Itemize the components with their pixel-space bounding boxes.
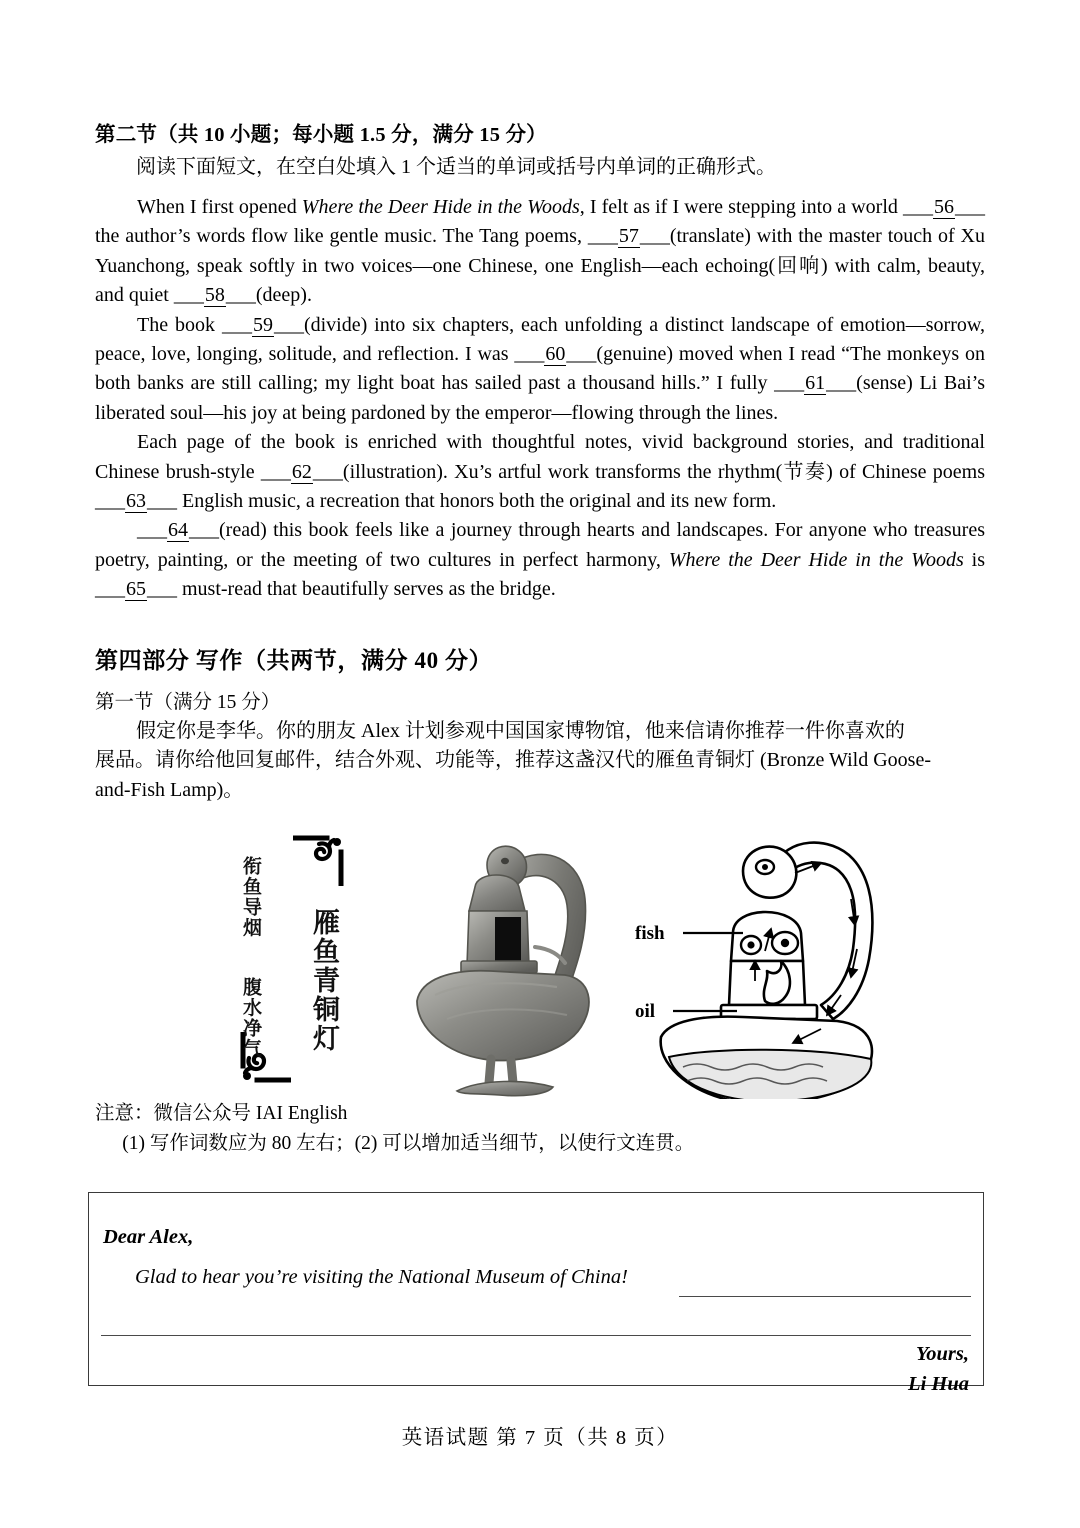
- blank-number: 56: [934, 196, 954, 219]
- blank-number: 57: [618, 225, 639, 248]
- calligraphy-plate: [240, 834, 339, 1084]
- cloze-text: the author’s words flow like gentle music. The Tang poems,: [95, 225, 588, 248]
- book-title: Where the Deer Hide in the Woods: [301, 196, 580, 219]
- lamp-figure-group: [95, 829, 985, 1099]
- plate-subtitle-vertical: [241, 856, 260, 1066]
- cloze-text: must-read that beautifully serves as the bridge.: [177, 578, 556, 601]
- writing-prompt-line-2: 展品。请你给他回复邮件，结合外观、功能等，推荐这盏汉代的雁鱼青铜灯 (Bronze Wild Goose-: [95, 749, 932, 772]
- part-4-heading: 第四部分 写作（共两节，满分 40 分）: [95, 647, 493, 673]
- letter-signature: Li Hua: [908, 1373, 969, 1395]
- letter-opening-sentence: Glad to hear you’re visiting the National Museum of China!: [135, 1266, 628, 1288]
- answer-box-inner: [89, 1193, 983, 1395]
- page-footer: 英语试题 第 7 页（共 8 页）: [401, 1427, 679, 1449]
- plate-title-vertical: 雁鱼青铜灯: [309, 908, 339, 1054]
- spacer: [95, 677, 985, 688]
- cloze-text: (divide) into six chapters, each unfolding a distinct landscape of emotion—sorrow, peace, love, longing, solitude, and reflection. I was: [95, 313, 985, 366]
- blank-number: 64: [168, 519, 188, 542]
- blank-number: 60: [545, 343, 566, 366]
- cloze-text: is: [963, 548, 985, 571]
- notes-line-1: 注意：微信公众号 IAI English: [95, 1103, 348, 1125]
- blank-65: ___65___: [95, 578, 177, 601]
- cloze-text: When I first opened: [137, 196, 302, 219]
- blank-number: 62: [291, 460, 312, 483]
- cloze-paragraph-1: [95, 193, 985, 311]
- blank-59: ___59___: [221, 313, 304, 336]
- cloze-text: (deep).: [255, 284, 312, 307]
- blank-number: 65: [126, 578, 146, 601]
- diagram-label-oil: oil: [635, 1001, 656, 1023]
- plate-subtitle-line-1: 衔鱼导烟: [240, 856, 261, 939]
- page-content: [95, 122, 985, 1160]
- blank-number: 63: [126, 489, 146, 512]
- blank-number: 58: [204, 284, 225, 307]
- blank-number: 61: [805, 372, 826, 395]
- diagram-label-fish: fish: [635, 923, 665, 945]
- blank-63: ___63___: [95, 489, 177, 512]
- blank-62: ___62___: [260, 460, 343, 483]
- plate-subtitle-line-2: 腹水净气: [240, 976, 261, 1059]
- writing-prompt-line-3: and-Fish Lamp)。: [95, 778, 244, 801]
- cloze-text: (sense) Li Bai’s liberated soul—his joy at being pardoned by the emperor—flowing through the lines.: [95, 372, 985, 424]
- section-2-heading: 第二节（共 10 小题；每小题 1.5 分，满分 15 分）: [95, 124, 547, 146]
- writing-prompt-line-1: 假定你是李华。你的朋友 Alex 计划参观中国国家博物馆，他来信请你推荐一件你喜欢的: [136, 719, 905, 742]
- lamp-schematic-diagram: [625, 829, 985, 1099]
- cloze-text: (translate) with the master touch of Xu Yuanchong, speak softly in two voices—one Chinese, one English—each echoing(回响) with calm, beauty, and quiet: [95, 225, 986, 307]
- cloze-text: English music, a recreation that honors both the original and its new form.: [177, 489, 777, 512]
- spacer: [95, 182, 985, 193]
- cloze-text: (genuine) moved when I read “The monkeys on both banks are still calling; my light boat has sailed past a thousand hills.” I fully: [95, 343, 985, 395]
- part-4-subheading: 第一节（满分 15 分）: [95, 691, 281, 713]
- blank-57: ___57___: [587, 225, 670, 248]
- answer-writing-line[interactable]: [679, 1296, 971, 1297]
- section-2-instruction: 阅读下面短文，在空白处填入 1 个适当的单词或括号内单词的正确形式。: [136, 155, 776, 178]
- cloze-text: The book: [137, 313, 222, 336]
- book-title: Where the Deer Hide in the Woods: [668, 548, 964, 571]
- cloze-paragraph-2: [95, 311, 985, 429]
- blank-60: ___60___: [514, 343, 597, 366]
- spacer: [95, 605, 985, 645]
- cloze-text: (illustration). Xu’s artful work transforms the rhythm(节奏) of Chinese poems: [342, 460, 985, 483]
- cloze-text: Each page of the book is enriched with thoughtful notes, vivid background stories, and traditional Chinese brush-style: [95, 431, 985, 483]
- bronze-lamp-photo: [395, 829, 635, 1099]
- cloze-paragraph-4: [95, 516, 985, 604]
- cloze-paragraph-3: [95, 428, 985, 516]
- answer-box[interactable]: [88, 1192, 984, 1395]
- blank-56: ___56___: [903, 196, 985, 219]
- letter-salutation: Dear Alex,: [103, 1226, 194, 1248]
- letter-signoff: Yours,: [916, 1343, 969, 1365]
- answer-writing-line[interactable]: [101, 1335, 971, 1336]
- blank-61: ___61___: [774, 372, 857, 395]
- blank-58: ___58___: [173, 284, 256, 307]
- cloze-text: (read) this book feels like a journey through hearts and landscapes. For anyone who treasures poetry, painting, or the meeting of two cultures in perfect harmony,: [95, 519, 985, 571]
- blank-64: ___64___: [137, 519, 219, 542]
- blank-number: 59: [252, 313, 273, 336]
- notes-line-2: (1) 写作词数应为 80 左右；(2) 可以增加适当细节，以使行文连贯。: [122, 1133, 695, 1155]
- corner-ornament-icon: [293, 834, 345, 886]
- cloze-text: , I felt as if I were stepping into a world: [579, 196, 903, 219]
